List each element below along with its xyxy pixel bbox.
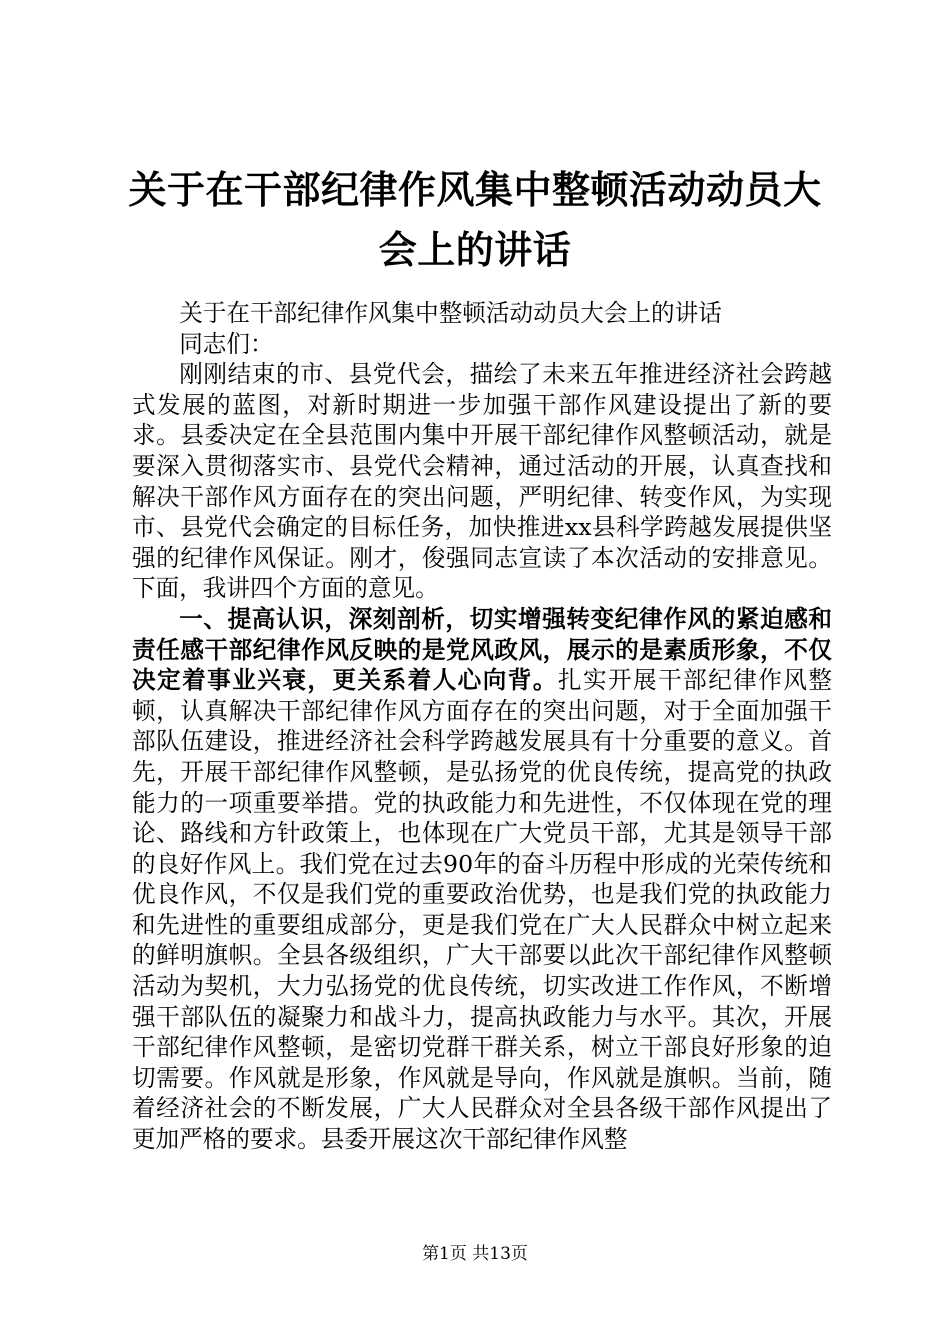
salutation: 同志们： (179, 329, 274, 358)
page-number-footer: 第1页 共13页 (422, 1244, 528, 1264)
paragraph-intro: 刚刚结束的市、县党代会，描绘了未来五年推进经济社会跨越式发展的蓝图，对新时期进一步加强干部作风建设提出了新的要求。县委决定在全县范围内集中开展干部纪律作风整顿活动，就是要深入贯彻落实市、县党代会精神，通过活动的开展，认真查找和解决干部作风方面存在的突出问题，严明纪律、转变作风，为实现市、县党代会确定的目标任务，加快推进xx县科学跨越发展提供坚强的纪律作风保证。刚才，俊强同志宣读了本次活动的安排意见。下面，我讲四个方面的意见。 (132, 360, 832, 603)
document-title: 关于在干部纪律作风集中整顿活动动员大会上的讲话 (128, 168, 822, 272)
document-body (132, 298, 832, 1155)
paragraph-section-1 (132, 604, 832, 1155)
section-1-heading: 一、提高认识，深刻剖析，切实增强转变纪律作风的紧迫感和责任感干部纪律作风反映的是党风政风，展示的是素质形象，不仅决定着事业兴衰，更关系着人心向背。 (132, 604, 832, 695)
section-1-body: 扎实开展干部纪律作风整顿，认真解决干部纪律作风方面存在的突出问题，对于全面加强干部队伍建设，推进经济社会科学跨越发展具有十分重要的意义。首先，开展干部纪律作风整顿，是弘扬党的优良传统，提高党的执政能力的一项重要举措。党的执政能力和先进性，不仅体现在党的理论、路线和方针政策上，也体现在广大党员干部，尤其是领导干部的良好作风上。我们党在过去90年的奋斗历程中形成的光荣传统和优良作风，不仅是我们党的重要政治优势，也是我们党的执政能力和先进性的重要组成部分，更是我们党在广大人民群众中树立起来的鲜明旗帜。全县各级组织，广大干部要以此次干部纪律作风整顿活动为契机，大力弘扬党的优良传统，切实改进工作作风，不断增强干部队伍的凝聚力和战斗力，提高执政能力与水平。其次，开展干部纪律作风整顿，是密切党群干群关系，树立干部良好形象的迫切需要。作风就是形象，作风就是导向，作风就是旗帜。当前，随着经济社会的不断发展，广大人民群众对全县各级干部作风提出了更加严格的要求。县委开展这次干部纪律作风整 (132, 666, 833, 1154)
subtitle-line: 关于在干部纪律作风集中整顿活动动员大会上的讲话 (179, 299, 722, 327)
